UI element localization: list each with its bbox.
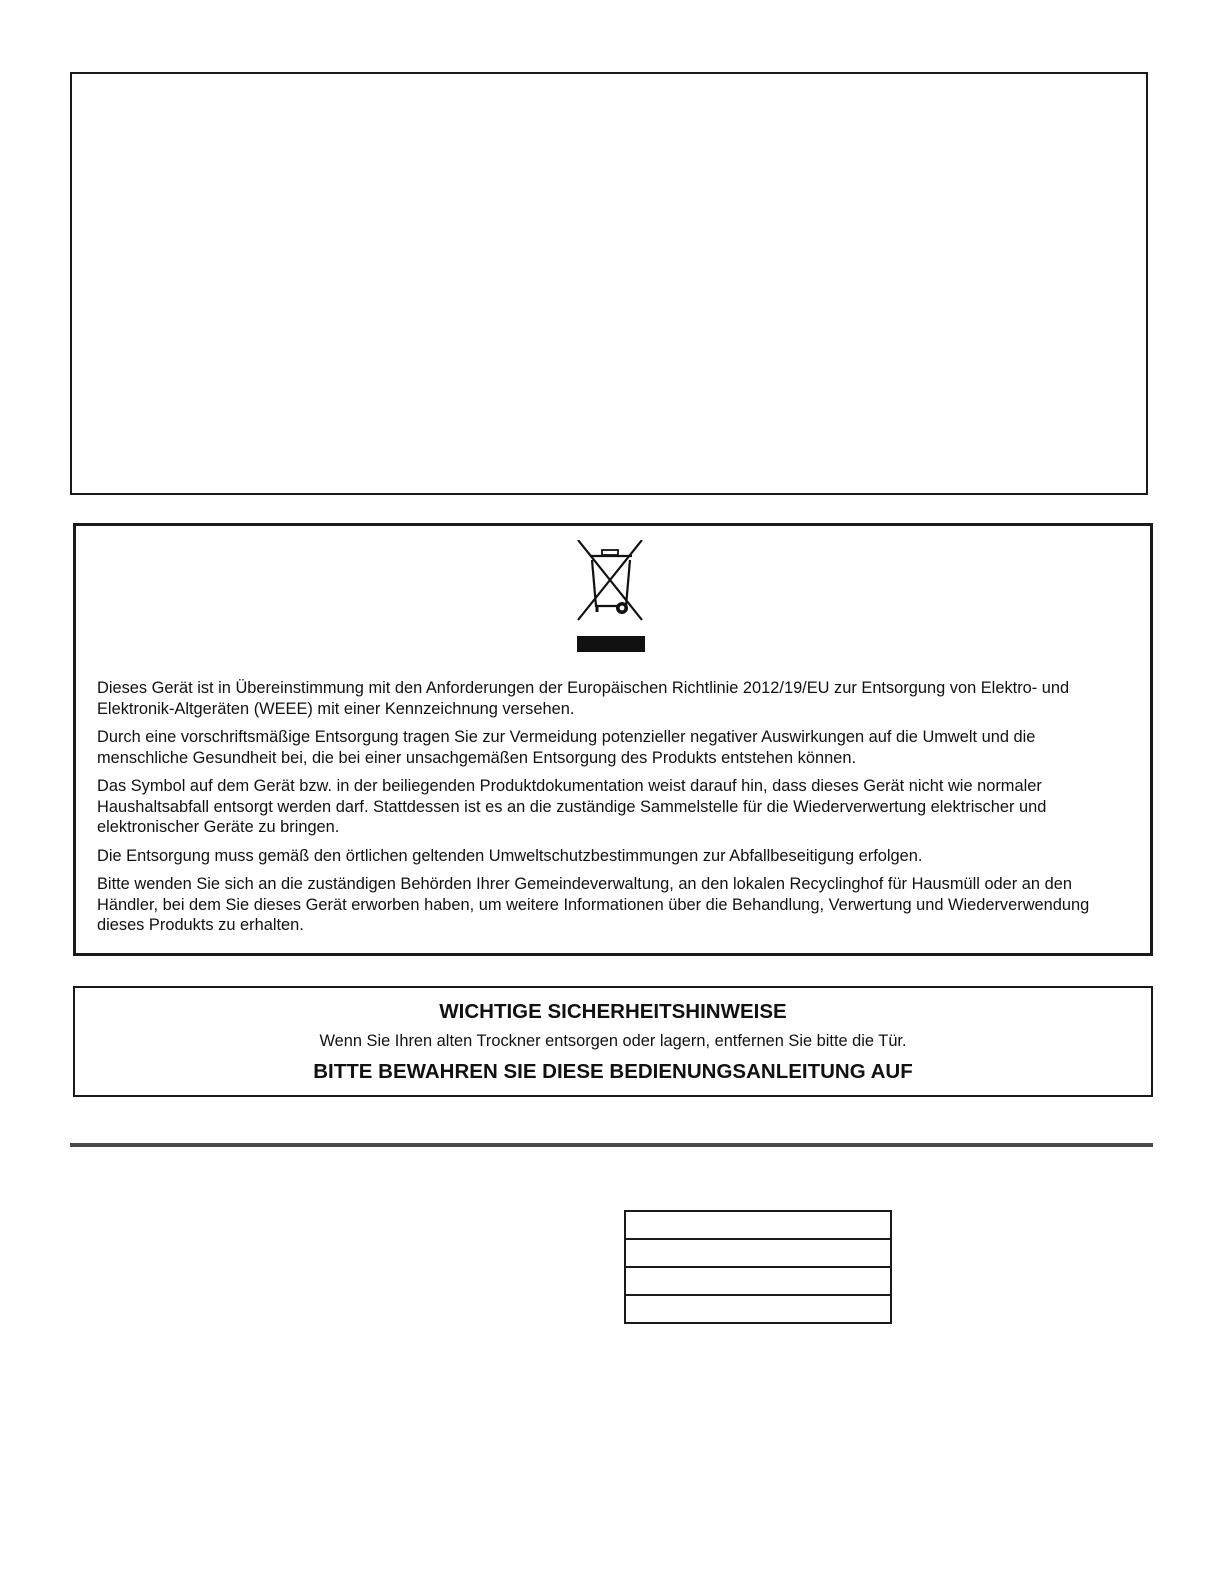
section-divider xyxy=(70,1143,1153,1147)
safety-instruction: Wenn Sie Ihren alten Trockner entsorgen oder lagern, entfernen Sie bitte die Tür. xyxy=(319,1032,907,1050)
crossed-out-wheelie-bin-icon xyxy=(576,540,646,652)
table-row xyxy=(625,1267,891,1295)
table-row xyxy=(625,1239,891,1267)
table-row xyxy=(625,1211,891,1239)
table-cell xyxy=(625,1295,891,1323)
table-cell xyxy=(625,1267,891,1295)
table-cell xyxy=(625,1239,891,1267)
weee-paragraph: Durch eine vorschriftsmäßige Entsorgung tragen Sie zur Vermeidung potenzieller negativer Auswirkungen auf die Umwelt und die menschliche Gesundheit bei, die bei einer unsachgemäßen Entsorgung des Produkts entstehen können. xyxy=(97,728,1036,767)
safety-title: WICHTIGE SICHERHEITSHINWEISE xyxy=(439,1000,787,1023)
weee-text xyxy=(97,678,1117,944)
weee-paragraph: Die Entsorgung muss gemäß den örtlichen geltenden Umweltschutzbestimmungen zur Abfallbeseitigung erfolgen. xyxy=(97,846,923,865)
weee-paragraph: Dieses Gerät ist in Übereinstimmung mit den Anforderungen der Europäischen Richtlinie 2012/19/EU zur Entsorgung von Elektro- und Elektronik-Altgeräten (WEEE) mit einer Kennzeichnung versehen. xyxy=(97,679,1070,718)
table-row xyxy=(625,1295,891,1323)
weee-paragraph: Das Symbol auf dem Gerät bzw. in der beiliegenden Produktdokumentation weist darauf hin, dass dieses Gerät nicht wie normaler Haushaltsabfall entsorgt werden darf. Stattdessen ist es an die zuständige Sammelstelle für die Wiederverwertung elektrischer und elektronischer Geräte zu bringen. xyxy=(97,777,1047,836)
keep-manual-notice: BITTE BEWAHREN SIE DIESE BEDIENUNGSANLEITUNG AUF xyxy=(313,1060,913,1083)
table-cell xyxy=(625,1211,891,1239)
record-table xyxy=(624,1210,892,1324)
top-blank-box xyxy=(70,72,1148,495)
weee-paragraph: Bitte wenden Sie sich an die zuständigen Behörden Ihrer Gemeindeverwaltung, an den lokalen Recyclinghof für Hausmüll oder an den Händler, bei dem Sie dieses Gerät erworben haben, um weitere Informationen über die Behandlung, Verwertung und Wiederverwendung dieses Produkts zu erhalten. xyxy=(97,875,1090,934)
